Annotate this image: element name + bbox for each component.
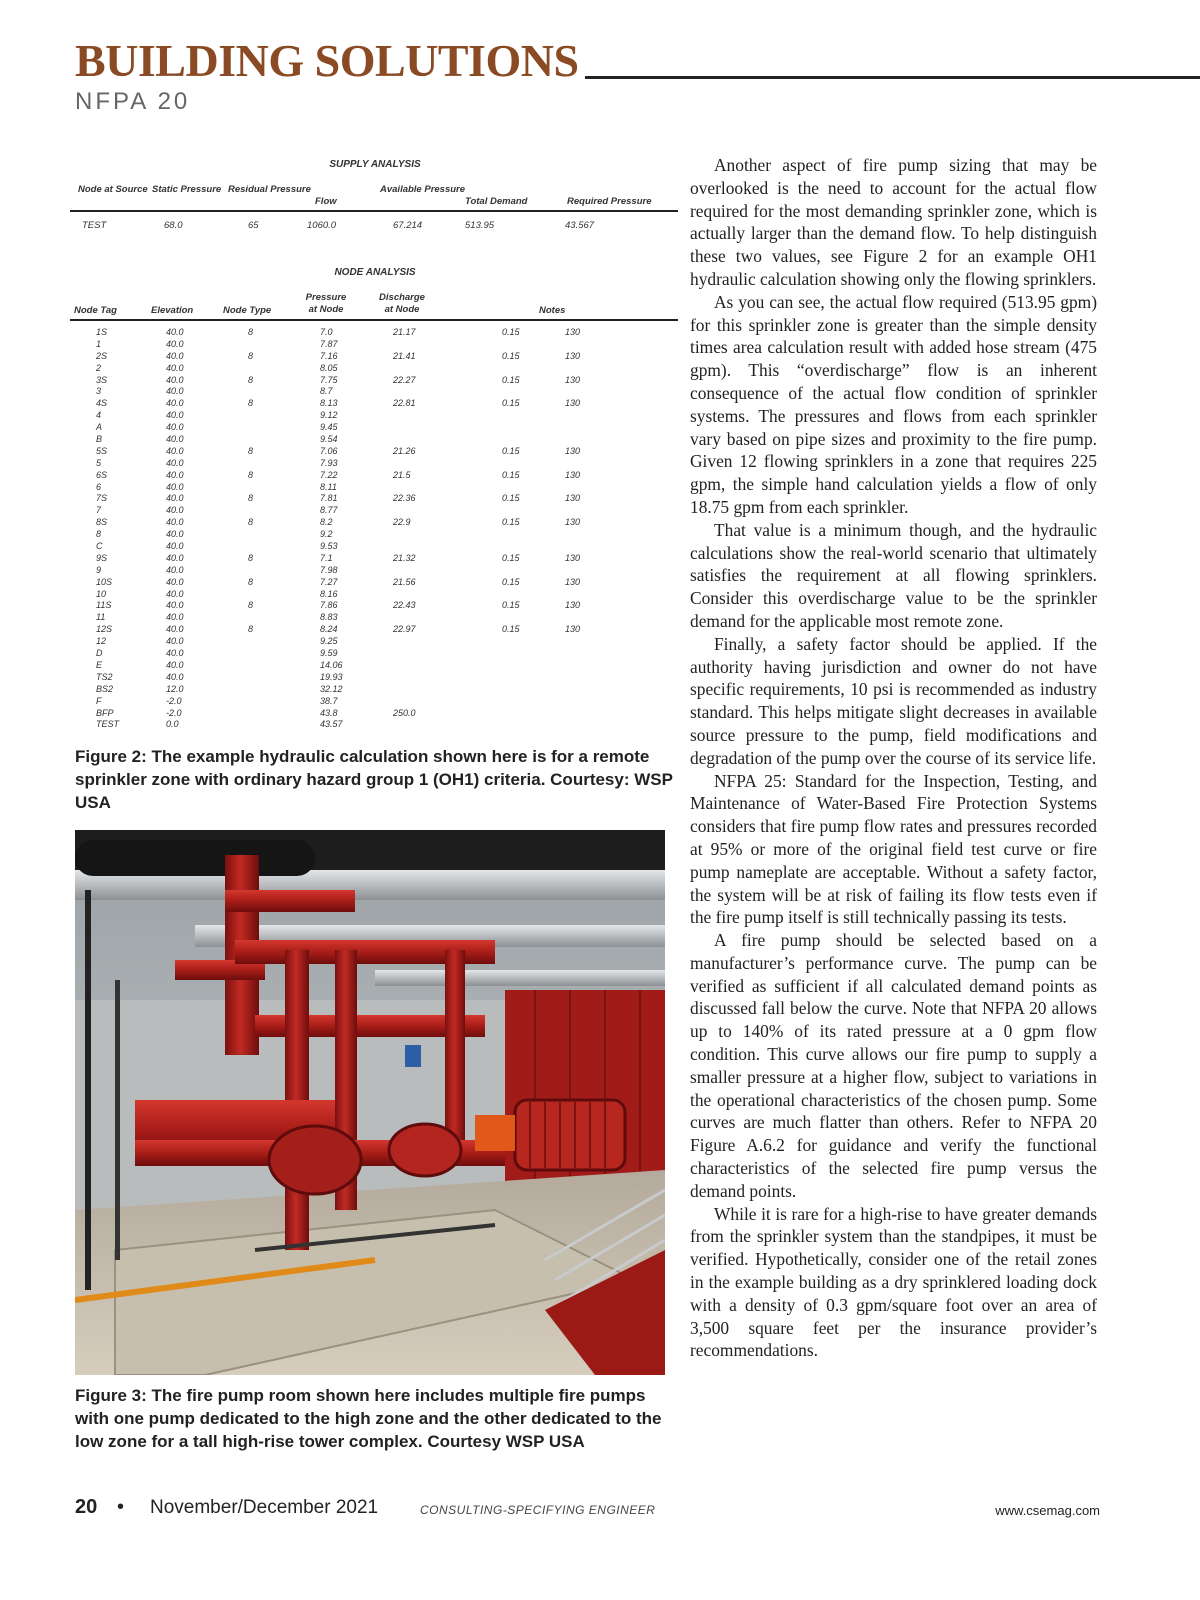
node-tag: BS2 (96, 683, 114, 694)
node-note: 130 (565, 517, 581, 528)
article-paragraph: Another aspect of fire pump sizing that may be overlooked is the need to account for the actual flow required for the most demanding sprinkler zone, which is actually larger than the demand flow. To help distinguish these two values, see Figure 2 for an example OH1 hydraulic calculation showing only the flowing sprinklers. (690, 155, 1097, 289)
table-row (70, 589, 680, 601)
node-k-factor: 0.15 (502, 327, 520, 337)
supply-cell-flow: 1060.0 (307, 220, 337, 231)
node-header-notes: Notes (539, 305, 566, 316)
supply-header-total-demand: Total Demand (465, 196, 528, 207)
figure-3-caption: Figure 3: The fire pump room shown here includes multiple fire pumps with one pump dedicated to the high zone and the other dedicated to the low zone for a tall high-rise tower complex. Courtesy WSP USA (75, 1386, 662, 1451)
node-tag: 11S (96, 600, 112, 611)
node-tag: 5S (96, 445, 108, 456)
node-k-factor: 0.15 (502, 600, 520, 611)
node-elevation: 40.0 (166, 517, 184, 528)
node-pressure: 8.24 (320, 624, 338, 635)
node-pressure: 8.77 (320, 505, 338, 516)
node-pressure: 7.27 (320, 576, 338, 587)
node-pressure: 7.86 (320, 600, 338, 611)
node-elevation: 40.0 (166, 374, 184, 385)
node-elevation: 40.0 (166, 588, 184, 599)
node-note: 130 (565, 624, 581, 635)
issue-date: November/December 2021 (150, 1497, 379, 1518)
table-row (70, 339, 680, 351)
node-pressure: 7.75 (320, 374, 338, 385)
node-tag: 7 (96, 505, 102, 516)
table-row (70, 565, 680, 577)
node-rule (70, 319, 678, 321)
table-row (70, 708, 680, 720)
supply-cell-total-demand: 513.95 (465, 220, 495, 231)
node-pressure: 8.2 (320, 517, 333, 528)
node-pressure: 7.98 (320, 564, 338, 575)
node-tag: 9 (96, 564, 102, 575)
node-elevation: 40.0 (166, 671, 184, 682)
article-paragraph: Finally, a safety factor should be applied. If the authority having jurisdiction and owner do not have specific requirements, 10 psi is recommended as industry standard. This helps mitigate slight decreases in available source pressure to the pump, field modifications and degradation of the pump over the course of its service life. (690, 633, 1097, 768)
node-note: 130 (565, 600, 581, 611)
node-tag: D (96, 648, 103, 659)
node-tag: TS2 (96, 671, 113, 682)
table-row (70, 505, 680, 517)
node-tag: 6S (96, 469, 108, 480)
node-tag: F (96, 695, 102, 706)
table-row (70, 351, 680, 363)
table-row (70, 493, 680, 505)
table-row (70, 398, 680, 410)
supply-analysis-title: SUPPLY ANALYSIS (329, 159, 421, 170)
node-pressure: 43.8 (320, 707, 338, 718)
node-discharge: 22.81 (393, 398, 416, 409)
node-tag: 1 (96, 338, 102, 349)
node-pressure: 8.05 (320, 362, 338, 373)
node-pressure: 8.7 (320, 386, 333, 397)
supply-cell-available: 67.214 (393, 220, 423, 231)
node-elevation: 40.0 (166, 529, 184, 540)
node-tag: 10 (96, 588, 107, 599)
node-note: 130 (565, 469, 581, 480)
node-header-elevation: Elevation (151, 305, 194, 316)
node-type: 8 (248, 469, 254, 480)
node-tag: 3S (96, 374, 108, 385)
table-row (70, 660, 680, 672)
node-pressure: 7.06 (320, 445, 338, 456)
node-pressure: 7.16 (320, 350, 338, 361)
node-elevation: 40.0 (166, 612, 184, 623)
node-tag: 9S (96, 552, 108, 563)
node-note: 130 (565, 398, 581, 409)
article-paragraph: That value is a minimum though, and the hydraulic calculations show the real-world scenario that ultimately satisfies the requirement at all flowing sprinklers. Consider this overdischarge value to be the sprinkler demand for the applicable most remote zone. (690, 519, 1097, 631)
node-discharge: 21.56 (393, 576, 416, 587)
node-analysis-rows (70, 327, 680, 731)
node-tag: E (96, 659, 103, 670)
table-row (70, 482, 680, 494)
node-k-factor: 0.15 (502, 624, 520, 635)
pump-motor (515, 1100, 625, 1170)
node-tag: 12 (96, 636, 107, 647)
node-tag: 6 (96, 481, 102, 492)
table-row (70, 696, 680, 708)
node-note: 130 (565, 350, 581, 361)
supply-cell-node: TEST (82, 220, 107, 231)
node-elevation: 40.0 (166, 445, 184, 456)
magazine-name: CONSULTING-SPECIFYING ENGINEER (420, 1503, 656, 1517)
node-note: 130 (565, 493, 581, 504)
article-paragraph: As you can see, the actual flow required (513.95 gpm) for this sprinkler zone is greater than the simple density times area calculation result with added hose stream (475 gpm). This “overdischarge” flow is an inherent consequence of the actual flow condition of sprinkler systems. The pressures and flows from each sprinkler vary based on pipe sizes and proximity to the fire pump. Given 12 flowing sprinklers in a zone that requires 225 gpm, the simple hand calculation yields a flow of only 18.75 gpm from each sprinkler. (690, 291, 1097, 517)
table-row (70, 410, 680, 422)
node-tag: 4 (96, 410, 102, 421)
node-pressure: 9.53 (320, 541, 338, 552)
node-tag: TEST (96, 719, 120, 730)
node-k-factor: 0.15 (502, 398, 520, 409)
table-row (70, 719, 680, 731)
node-discharge: 250.0 (393, 707, 416, 718)
node-type: 8 (248, 600, 254, 611)
node-elevation: 40.0 (166, 636, 184, 647)
supply-cell-residual: 65 (248, 220, 259, 231)
supply-header-residual: Residual Pressure (228, 184, 311, 195)
table-row (70, 422, 680, 434)
node-header-discharge: Discharge at Node (379, 292, 425, 315)
node-k-factor: 0.15 (502, 350, 520, 361)
node-elevation: 12.0 (166, 683, 184, 694)
node-elevation: -2.0 (166, 707, 182, 718)
header-rule (585, 76, 1200, 79)
node-type: 8 (248, 624, 254, 635)
node-tag: 8 (96, 529, 102, 540)
supply-header-node: Node at Source (78, 184, 148, 195)
figure-2-caption: Figure 2: The example hydraulic calculation shown here is for a remote sprinkler zone with ordinary hazard group 1 (OH1) criteria. Courtesy: WSP USA (75, 747, 673, 812)
table-row (70, 517, 680, 529)
node-pressure: 7.93 (320, 457, 338, 468)
table-row (70, 624, 680, 636)
node-elevation: 40.0 (166, 576, 184, 587)
table-row (70, 553, 680, 565)
page-number: 20 (75, 1496, 98, 1518)
footer-bullet: • (117, 1496, 125, 1518)
node-pressure: 8.16 (320, 588, 338, 599)
node-elevation: 40.0 (166, 386, 184, 397)
article-body (690, 154, 1097, 1362)
node-note: 130 (565, 552, 581, 563)
table-row (70, 386, 680, 398)
node-discharge: 21.32 (393, 552, 416, 563)
node-discharge: 22.97 (393, 624, 416, 635)
node-discharge: 22.36 (393, 493, 416, 504)
node-discharge: 21.41 (393, 350, 416, 361)
node-tag: B (96, 434, 103, 445)
node-tag: A (96, 422, 103, 433)
node-pressure: 14.06 (320, 659, 343, 670)
node-type: 8 (248, 374, 254, 385)
node-elevation: 40.0 (166, 552, 184, 563)
table-row (70, 672, 680, 684)
node-elevation: 40.0 (166, 422, 184, 433)
node-elevation: 40.0 (166, 362, 184, 373)
table-row (70, 648, 680, 660)
node-pressure: 8.11 (320, 481, 337, 492)
node-pressure: 9.54 (320, 434, 338, 445)
node-k-factor: 0.15 (502, 469, 520, 480)
table-row (70, 684, 680, 696)
website-url[interactable]: www.csemag.com (995, 1503, 1100, 1518)
node-pressure: 7.22 (320, 469, 338, 480)
supply-rule (70, 210, 678, 212)
node-tag: 5 (96, 457, 102, 468)
node-elevation: 40.0 (166, 469, 184, 480)
table-row (70, 577, 680, 589)
supply-header-required: Required Pressure (567, 196, 652, 207)
node-pressure: 9.25 (320, 636, 338, 647)
node-discharge: 21.5 (393, 469, 411, 480)
node-pressure: 7.0 (320, 327, 333, 337)
node-note: 130 (565, 445, 581, 456)
page-footer (75, 1496, 1100, 1526)
node-k-factor: 0.15 (502, 552, 520, 563)
node-elevation: 40.0 (166, 600, 184, 611)
node-elevation: 40.0 (166, 648, 184, 659)
node-note: 130 (565, 576, 581, 587)
node-elevation: 40.0 (166, 564, 184, 575)
node-tag: BFP (96, 707, 114, 718)
node-elevation: 40.0 (166, 541, 184, 552)
node-elevation: 40.0 (166, 481, 184, 492)
node-pressure: 32.12 (320, 683, 343, 694)
supply-header-available: Available Pressure (380, 184, 466, 195)
node-note: 130 (565, 374, 581, 385)
node-tag: 2 (96, 362, 102, 373)
table-row (70, 470, 680, 482)
node-elevation: 40.0 (166, 457, 184, 468)
node-discharge: 21.26 (393, 445, 416, 456)
node-elevation: 40.0 (166, 350, 184, 361)
figure-2-hydraulic-table (70, 150, 680, 750)
supply-header-flow: Flow (315, 196, 337, 207)
table-row (70, 363, 680, 375)
node-elevation: 40.0 (166, 338, 184, 349)
node-pressure: 8.13 (320, 398, 338, 409)
table-row (70, 529, 680, 541)
node-discharge: 21.17 (393, 327, 416, 337)
figure-3-fire-pump-room-photo (75, 830, 665, 1375)
node-elevation: 40.0 (166, 505, 184, 516)
node-tag: 4S (96, 398, 108, 409)
node-type: 8 (248, 398, 254, 409)
node-type: 8 (248, 552, 254, 563)
table-row (70, 636, 680, 648)
node-k-factor: 0.15 (502, 576, 520, 587)
node-tag: 1S (96, 327, 108, 337)
node-type: 8 (248, 350, 254, 361)
node-tag: 10S (96, 576, 113, 587)
node-elevation: -2.0 (166, 695, 182, 706)
table-row (70, 375, 680, 387)
table-row (70, 458, 680, 470)
node-discharge: 22.43 (393, 600, 416, 611)
node-pressure: 19.93 (320, 671, 343, 682)
table-row (70, 446, 680, 458)
node-header-pressure: Pressure at Node (305, 292, 347, 315)
node-discharge: 22.9 (393, 517, 411, 528)
node-tag: C (96, 541, 103, 552)
node-pressure: 9.2 (320, 529, 333, 540)
node-pressure: 8.83 (320, 612, 338, 623)
section-subtitle: NFPA 20 (75, 88, 191, 115)
node-elevation: 40.0 (166, 398, 184, 409)
node-tag: 11 (96, 612, 106, 623)
node-tag: 12S (96, 624, 113, 635)
node-k-factor: 0.15 (502, 493, 520, 504)
node-k-factor: 0.15 (502, 374, 520, 385)
node-type: 8 (248, 445, 254, 456)
table-row (70, 434, 680, 446)
node-type: 8 (248, 576, 254, 587)
table-row (70, 600, 680, 612)
node-header-tag: Node Tag (74, 305, 117, 316)
node-elevation: 40.0 (166, 434, 184, 445)
article-paragraph: A fire pump should be selected based on a manufacturer’s performance curve. The pump can be verified as sufficient if all calculated demand points as discussed fall below the curve. Note that NFPA 20 allows up to 140% of its rated pressure at a 0 gpm flow condition. This curve allows our fire pump to supply a smaller pressure at a higher flow, subject to variations in the operational characteristics of the chosen pump. Some curves are much flatter than others. Refer to NFPA 20 Figure A.6.2 for guidance and verify the functional characteristics of the selected fire pump versus the demand points. (690, 930, 1097, 1201)
node-elevation: 40.0 (166, 410, 184, 421)
table-row (70, 541, 680, 553)
node-pressure: 43.57 (320, 719, 343, 730)
article-paragraph: While it is rare for a high-rise to have greater demands from the sprinkler system than the standpipes, it must be verified. Hypothetically, consider one of the retail zones in the example building as a dry sprinklered loading dock with a density of 0.3 gpm/square foot over an area of 3,500 square feet per the insurance provider’s recommendations. (690, 1203, 1097, 1361)
node-elevation: 40.0 (166, 624, 184, 635)
node-tag: 2S (96, 350, 108, 361)
node-tag: 3 (96, 386, 102, 397)
node-pressure: 7.1 (320, 552, 333, 563)
supply-cell-static: 68.0 (164, 220, 183, 231)
node-header-type: Node Type (223, 305, 272, 316)
node-pressure: 9.12 (320, 410, 338, 421)
node-pressure: 9.45 (320, 422, 338, 433)
node-elevation: 40.0 (166, 493, 184, 504)
node-k-factor: 0.15 (502, 445, 520, 456)
node-pressure: 7.87 (320, 338, 338, 349)
node-tag: 8S (96, 517, 108, 528)
node-discharge: 22.27 (393, 374, 416, 385)
node-type: 8 (248, 493, 254, 504)
node-elevation: 0.0 (166, 719, 179, 730)
node-tag: 7S (96, 493, 108, 504)
node-type: 8 (248, 327, 254, 337)
supply-header-static: Static Pressure (152, 184, 222, 195)
table-row (70, 327, 680, 339)
node-pressure: 7.81 (320, 493, 338, 504)
section-title: BUILDING SOLUTIONS (75, 35, 579, 86)
node-pressure: 38.7 (320, 695, 338, 706)
table-row (70, 612, 680, 624)
node-pressure: 9.59 (320, 648, 338, 659)
article-paragraph: NFPA 25: Standard for the Inspection, Testing, and Maintenance of Water-Based Fire Protection Systems considers that fire pump flow rates and pressures recorded at 95% or more of the original field test curve or fire pump nameplate are acceptable. Without a safety factor, the system will be at risk of failing its flow tests even if the fire pump itself is still technically passing its tests. (690, 770, 1097, 928)
node-analysis-title: NODE ANALYSIS (334, 267, 416, 278)
node-k-factor: 0.15 (502, 517, 520, 528)
node-note: 130 (565, 327, 581, 337)
node-elevation: 40.0 (166, 327, 184, 337)
node-elevation: 40.0 (166, 659, 184, 670)
node-type: 8 (248, 517, 254, 528)
supply-cell-required: 43.567 (565, 220, 595, 231)
